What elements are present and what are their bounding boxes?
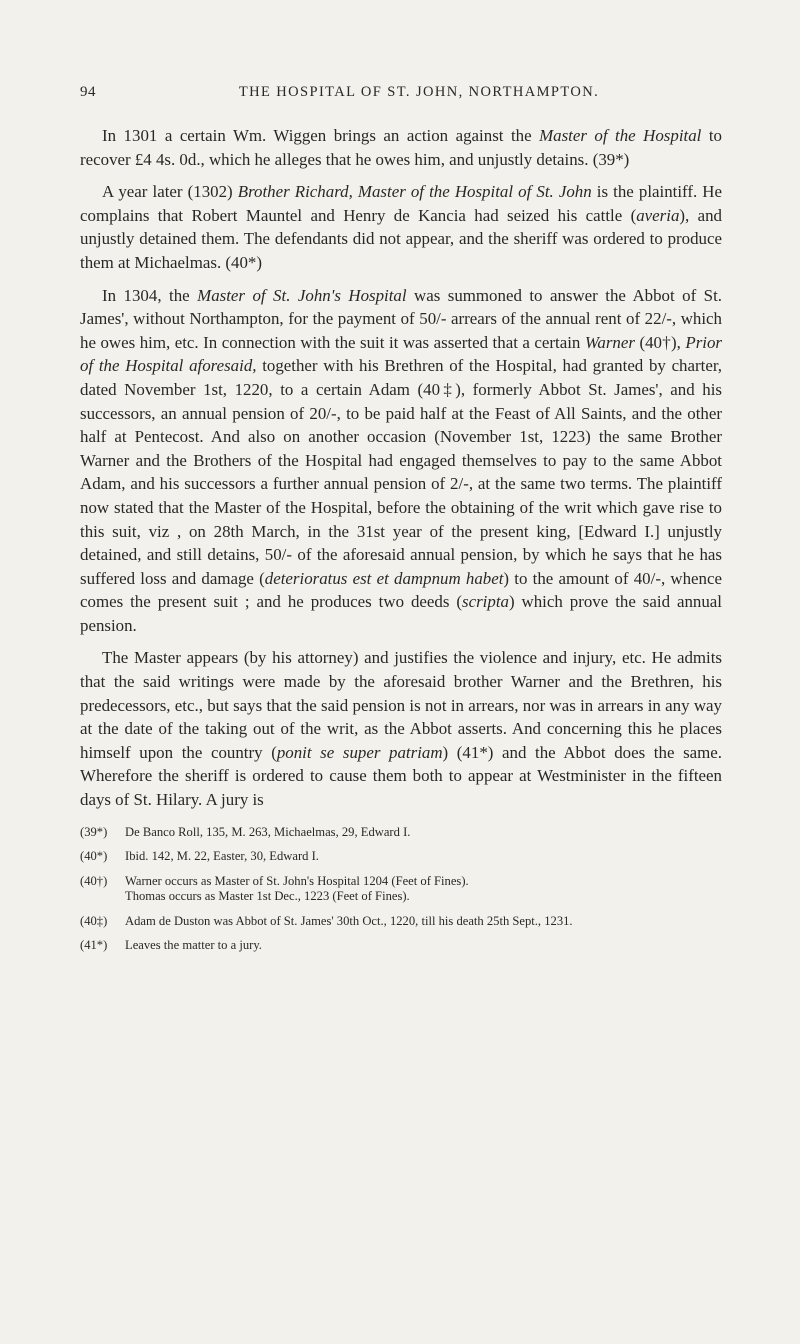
- footnote-line: Thomas occurs as Master 1st Dec., 1223 (Feet of Fines).: [125, 889, 410, 904]
- text-run: together with his Brethren of the Hospital, had granted by charter, dated November 1st, 1220, to a certain Adam (40‡), formerly Abbot St. James', and his successors, an annual pension of 20/-, to be paid half at the Feast of All Saints, and the other half at Pentecost. And also on another occasion (November 1st, 1223) the same Brother Warner and the Brothers of the Hospital had engaged themselves to pay to the same Abbot Adam, and his successors a further annual pension of 2/-, at the same two terms. The plaintiff now stated that the Master of the Hospital, before the obtaining of the writ which gave rise to this suit, viz , on 28th March, in the 31st year of the present king, [Edward I.] unjustly detained, and still detains, 50/- of the aforesaid annual pension, by which he says that he has suffered loss and damage (: [80, 356, 722, 588]
- text-run: The Master appears (by his attorney) and justifies the violence and injury, etc. He admits that the said writings were made by the aforesaid brother Warner and the Brethren, his predecessors, etc., but says that the said pension is not in arrears, nor was in arrears in any way at the date of the taking out of the writ, as the Abbot asserts. And concerning this he places himself upon the country (: [80, 648, 722, 762]
- italic-run: scripta: [462, 592, 509, 612]
- text-run: In 1301 a certain Wm. Wiggen brings an action against the: [102, 126, 540, 145]
- footnote-line: Adam de Duston was Abbot of St. James' 30th Oct., 1220, till his death 25th Sept., 1231.: [125, 913, 573, 928]
- text-run: to recover £4 4s. 0d., which he alleges that he owes him, and unjustly detains. (39*): [80, 126, 722, 169]
- italic-run: Warner: [584, 332, 635, 352]
- footnote-mark: (40†): [80, 873, 108, 888]
- text-run: was summoned to answer the Abbot of St. James', without Northampton, for the payment of 50/- arrears of the annual rent of 22/-, which he owes him, etc. In connection with the suit it was asserted that a certain: [80, 285, 722, 352]
- footnote-text: [125, 938, 722, 954]
- footnote-mark: (39*): [80, 824, 108, 839]
- italic-run: ponit se super patriam: [276, 742, 443, 762]
- text-run: ), and unjustly detained them. The defendants did not appear, and the sheriff was ordered to produce them at Michaelmas. (40*): [80, 205, 722, 272]
- footnote-39-star: [80, 825, 722, 841]
- italic-run: Prior of the Hospital aforesaid,: [80, 332, 722, 376]
- footnote-41-star: [80, 938, 722, 954]
- footnote-mark: (41*): [80, 938, 108, 953]
- text-run: (40†),: [634, 332, 686, 352]
- body-text: [80, 124, 722, 812]
- footnote-text: [125, 825, 722, 841]
- text-run: ) which prove the said annual pension.: [80, 592, 723, 635]
- footnote-40-double-dagger: [80, 914, 722, 930]
- paragraph-2: [80, 180, 722, 274]
- footnote-text: [125, 914, 722, 930]
- italic-run: Brother Richard, Master of the Hospital of St. John: [237, 182, 592, 202]
- footnote-40-dagger: [80, 874, 722, 905]
- text-run: A year later (1302): [102, 182, 238, 202]
- italic-run: Master of the Hospital: [539, 126, 702, 145]
- footnote-40-star: [80, 849, 722, 865]
- footnote-line: Leaves the matter to a jury.: [125, 938, 262, 953]
- running-head: THE HOSPITAL OF ST. JOHN, NORTHAMPTON.: [238, 84, 600, 100]
- text-run: ) to the amount of 40/-, whence comes the present suit ; and he produces two deeds (: [80, 568, 722, 612]
- text-run: ) (41*) and the Abbot does the same. Wherefore the sheriff is ordered to cause them both to appear at Westminister in the fifteen days of St. Hilary. A jury is: [80, 742, 722, 810]
- page-number: 94: [80, 84, 96, 100]
- italic-run: averia: [636, 205, 680, 225]
- footnote-mark: (40*): [80, 849, 108, 864]
- footnote-text: [125, 849, 722, 865]
- text-run: is the plaintiff. He complains that Robert Mauntel and Henry de Kancia had seized his cattle (: [80, 182, 722, 225]
- footnote-mark: (40‡): [80, 913, 108, 928]
- paragraph-4: [80, 646, 722, 811]
- italic-run: deterioratus est et dampnum habet: [264, 568, 504, 588]
- footnote-line: De Banco Roll, 135, M. 263, Michaelmas, 29, Edward I.: [125, 824, 411, 839]
- page-header: [80, 84, 722, 104]
- text-run: In 1304, the: [102, 285, 198, 305]
- footnote-line: Ibid. 142, M. 22, Easter, 30, Edward I.: [125, 849, 319, 864]
- paragraph-1: [80, 124, 722, 171]
- footnote-line: Warner occurs as Master of St. John's Hospital 1204 (Feet of Fines).: [125, 873, 469, 888]
- italic-run: Master of St. John's Hospital: [197, 285, 407, 305]
- footnotes: [80, 825, 722, 954]
- footnote-text: [125, 874, 722, 905]
- paragraph-3: [80, 284, 722, 638]
